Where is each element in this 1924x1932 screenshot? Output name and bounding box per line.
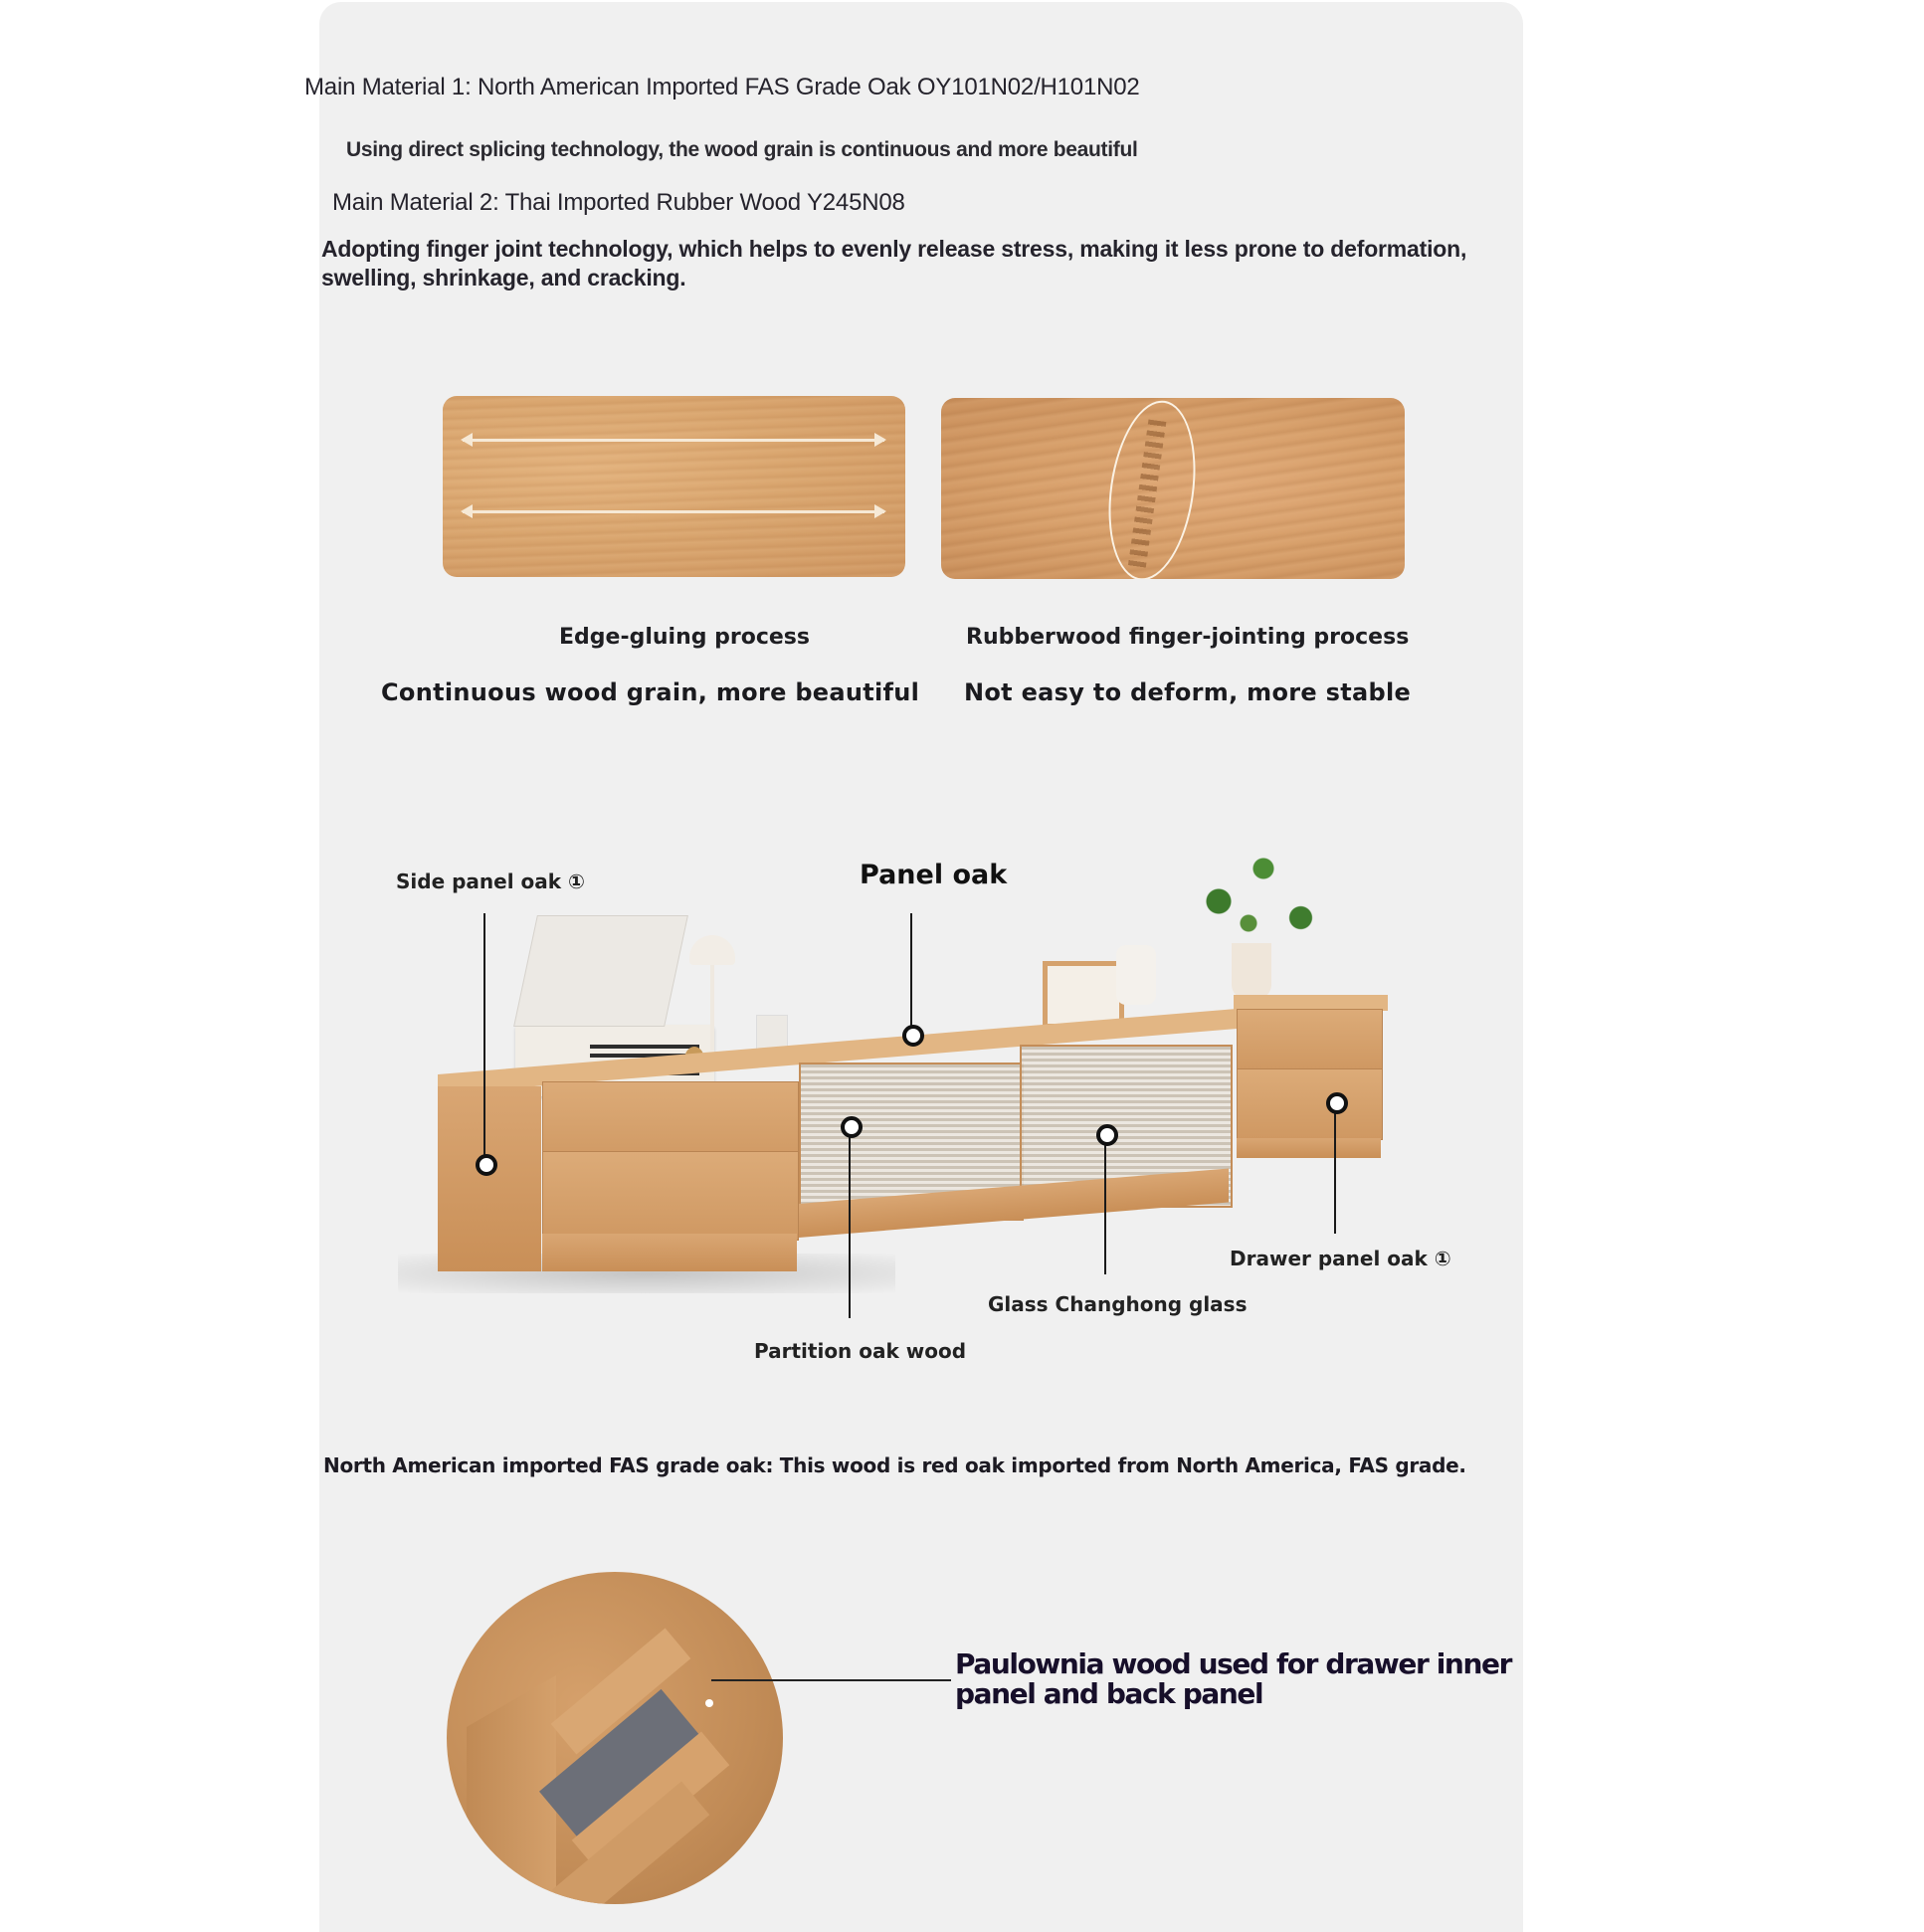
double-arrow-icon (463, 510, 884, 513)
finger-jointing-title: Rubberwood finger-jointing process (966, 625, 1410, 650)
right-upper-drawer (1237, 1009, 1383, 1070)
paulownia-label: Paulownia wood used for drawer inner panel and back panel (955, 1647, 1511, 1710)
callout-line-panel (910, 913, 912, 1035)
callout-line-side-panel (483, 913, 485, 1172)
highlight-ellipse-icon (1098, 398, 1207, 579)
label-panel-oak: Panel oak (860, 860, 1008, 890)
cabinet-plinth (542, 1234, 797, 1271)
figurine (1116, 945, 1156, 1005)
callout-dot-drawer-panel (1326, 1092, 1348, 1114)
main-material-2-heading: Main Material 2: Thai Imported Rubber Wood Y245N08 (332, 189, 905, 216)
oak-grade-note: North American imported FAS grade oak: This wood is red oak imported from North America, FAS grade. (323, 1453, 1466, 1477)
edge-gluing-title: Edge-gluing process (559, 625, 811, 650)
callout-line-drawer-panel (1334, 1100, 1336, 1234)
finger-jointing-subtitle: Not easy to deform, more stable (964, 678, 1412, 706)
label-drawer-panel-oak: Drawer panel oak ① (1230, 1247, 1451, 1270)
label-glass-changhong: Glass Changhong glass (988, 1292, 1248, 1316)
callout-dot-glass (1096, 1124, 1118, 1146)
drawer-detail-image (447, 1572, 783, 1904)
callout-dot-paulownia (705, 1699, 713, 1707)
lamp-stem (710, 965, 714, 1051)
callout-dot-panel (902, 1025, 924, 1047)
left-lower-drawer (542, 1151, 799, 1241)
finger-jointed-rubberwood-board-image (941, 398, 1405, 579)
plant (1174, 836, 1323, 945)
label-partition-oak: Partition oak wood (754, 1339, 967, 1363)
plant-pot (1232, 943, 1271, 999)
edge-glued-oak-board-image (443, 396, 905, 577)
edge-gluing-subtitle: Continuous wood grain, more beautiful (381, 678, 920, 706)
cabinet-side-panel (438, 1086, 541, 1271)
right-lower-drawer (1237, 1068, 1383, 1140)
callout-dot-partition (841, 1116, 863, 1138)
main-material-1-heading: Main Material 1: North American Imported FAS Grade Oak OY101N02/H101N02 (304, 74, 1140, 100)
main-material-1-description: Using direct splicing technology, the wood grain is continuous and more beautiful (346, 138, 1138, 161)
right-unit-base (1237, 1138, 1381, 1158)
callout-line-partition (849, 1124, 851, 1318)
record-player-lid (513, 915, 688, 1027)
callout-dot-side-panel (476, 1154, 497, 1176)
callout-line-paulownia (711, 1679, 951, 1681)
callout-line-glass (1104, 1132, 1106, 1274)
label-side-panel-oak: Side panel oak ① (396, 869, 585, 893)
main-material-2-description: Adopting finger joint technology, which helps to evenly release stress, making it less prone to deformation, swelling, shrinkage, and cracking. (321, 236, 1467, 290)
double-arrow-icon (463, 439, 884, 442)
